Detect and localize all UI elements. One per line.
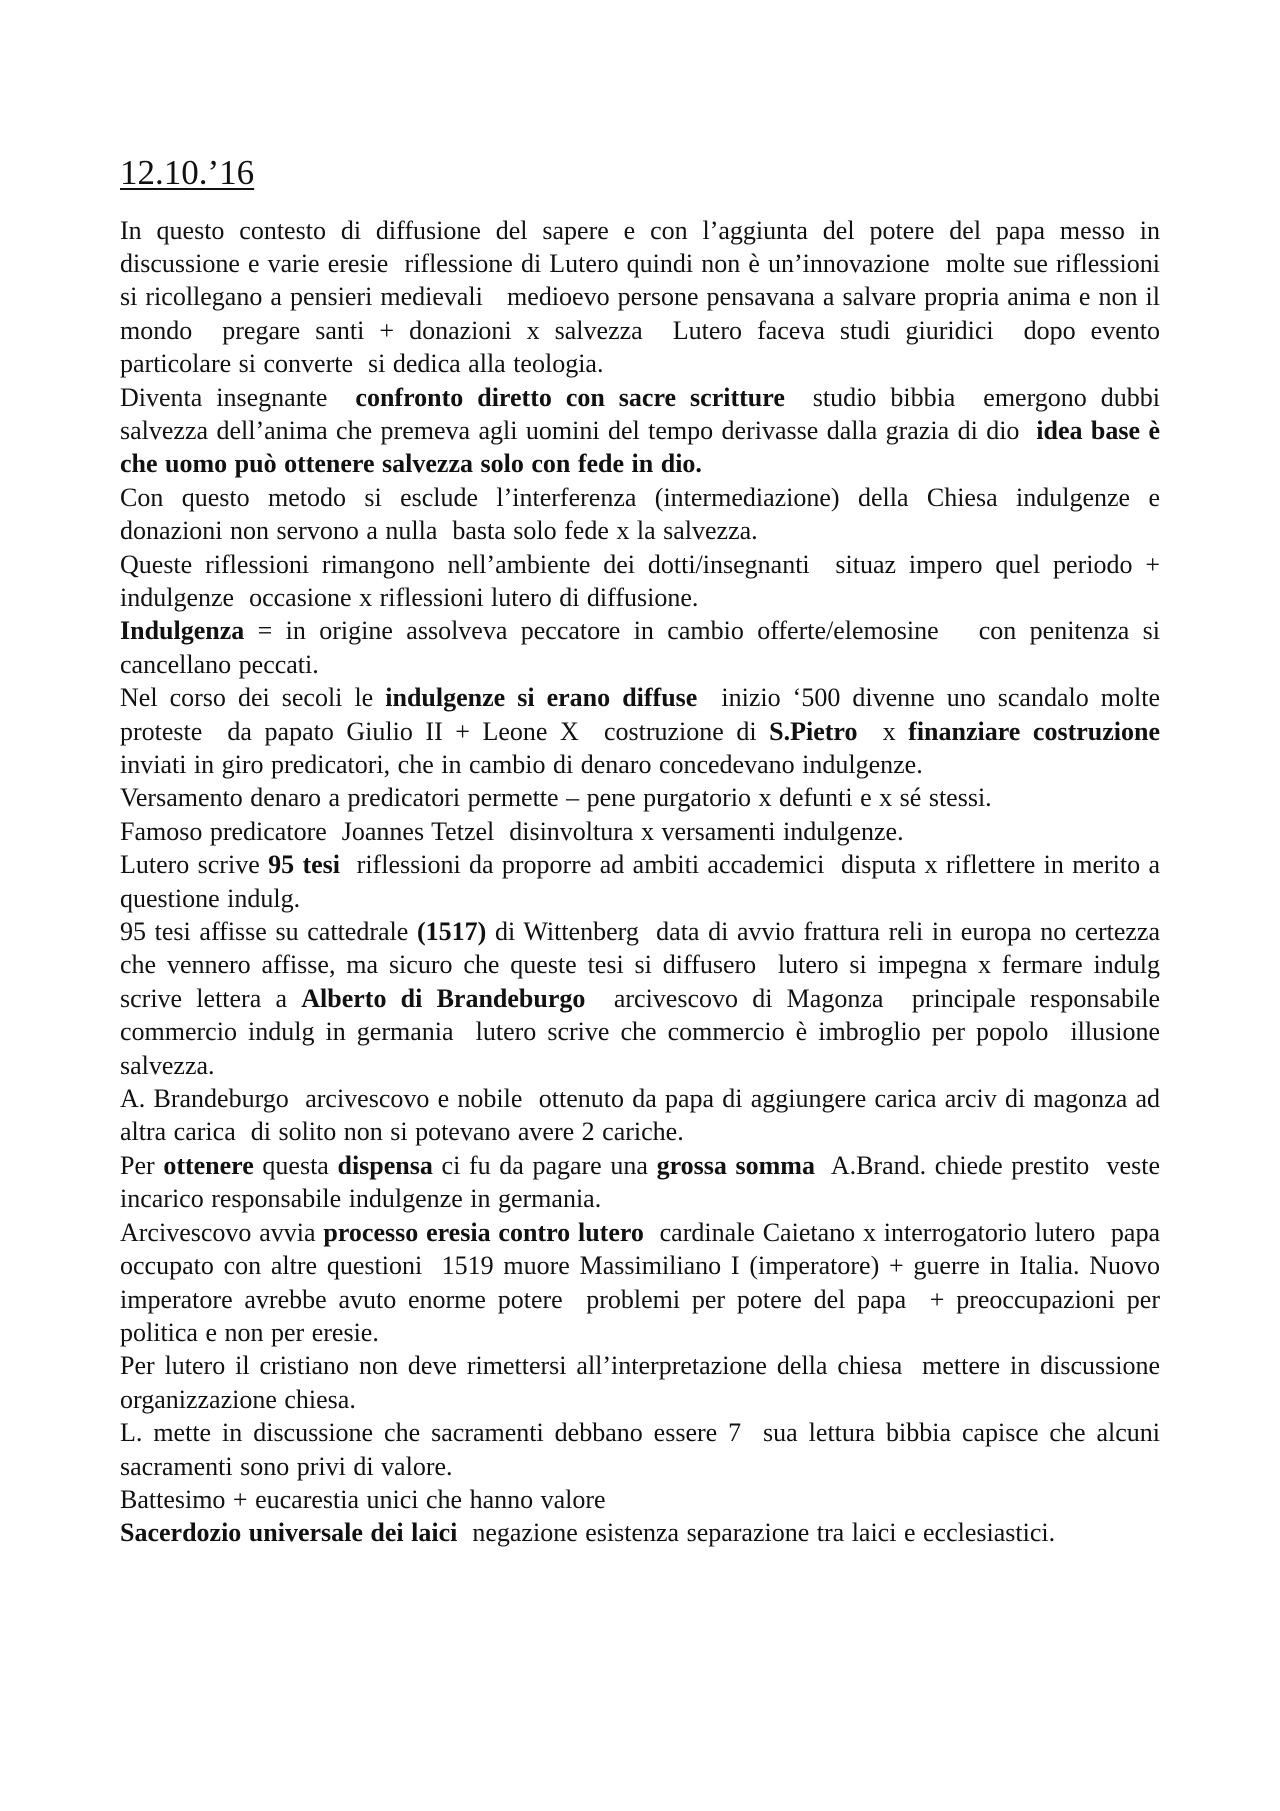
- text-segment: Famoso predicatore Joannes Tetzel disinvoltura x versamenti indulgenze.: [120, 816, 904, 846]
- text-segment: ci fu da pagare una: [432, 1150, 657, 1180]
- text-segment: Diventa insegnante: [120, 382, 356, 412]
- text-segment: x: [857, 716, 909, 746]
- text-segment: L. mette in discussione che sacramenti debbano essere 7 sua lettura bibbia capisce che alcuni sacramenti sono privi di valore.: [120, 1418, 1168, 1481]
- text-segment: Battesimo + eucarestia unici che hanno valore: [120, 1484, 606, 1514]
- bold-text: Alberto di Brandeburgo: [301, 983, 586, 1013]
- paragraph: [120, 1483, 1160, 1516]
- bold-text: confronto diretto con sacre scritture: [355, 382, 785, 412]
- text-segment: A.Brand. chiede prestito veste incarico responsabile indulgenze in germania.: [120, 1150, 1168, 1214]
- text-segment: Queste riflessioni rimangono nell’ambiente dei dotti/insegnanti situaz impero quel periodo + indulgenze occasione x riflessioni lutero di diffusione.: [120, 549, 1168, 612]
- text-segment: Con questo metodo si esclude l’interferenza (intermediazione) della Chiesa indulgenze e donazioni non servono a nulla basta solo fede x la salvezza.: [120, 482, 1168, 546]
- text-segment: riflessioni da proporre ad ambiti accademici disputa x riflettere in merito a questione indulg.: [120, 850, 1168, 913]
- bold-text: finanziare costruzione: [908, 716, 1160, 746]
- bold-text: S.Pietro: [769, 716, 858, 746]
- text-segment: negazione esistenza separazione tra laici e ecclesiastici.: [457, 1518, 1056, 1548]
- text-segment: cardinale Caietano x interrogatorio lutero papa occupato con altre questioni 1519 muore Massimiliano I (imperatore) + guerre in Italia. Nuovo imperatore avrebbe avuto enorme potere problemi per potere del papa + preoccupazioni per politica e non per eresie.: [120, 1217, 1168, 1347]
- document-body: [120, 214, 1175, 1550]
- bold-text: dispensa: [337, 1150, 433, 1180]
- paragraph: [120, 1082, 1168, 1149]
- paragraph: [120, 548, 1168, 615]
- text-segment: = in origine assolveva peccatore in cambio offerte/elemosine con penitenza si cancellano peccati.: [120, 616, 1168, 679]
- paragraph: [120, 481, 1168, 548]
- document-page: [120, 150, 1175, 1550]
- text-segment: Per lutero il cristiano non deve rimettersi all’interpretazione della chiesa mettere in discussione organizzazione chiesa.: [120, 1351, 1168, 1414]
- text-segment: di Wittenberg data di avvio frattura reli in europa no certezza che vennero affisse, ma sicuro che queste tesi si diffusero lutero si impegna x fermare indulg scrive lettera a: [120, 917, 1175, 1013]
- paragraph: [120, 681, 1175, 781]
- text-segment: arcivescovo di Magonza principale responsabile commercio indulg in germania lutero scrive che commercio è imbroglio per popolo illusione salvezza.: [120, 983, 1168, 1080]
- text-segment: studio bibbia emergono dubbi salvezza dell’anima che premeva agli uomini del tempo derivasse dalla grazia di dio: [120, 382, 1175, 445]
- text-segment: 95 tesi affisse su cattedrale: [120, 917, 417, 947]
- bold-text: Indulgenza: [120, 616, 245, 646]
- paragraph: [120, 1149, 1168, 1216]
- paragraph: [120, 815, 1160, 848]
- bold-text: indulgenze si erano diffuse: [385, 683, 698, 713]
- paragraph: [120, 1349, 1168, 1416]
- text-segment: Arcivescovo avvia: [120, 1217, 324, 1247]
- paragraph: [120, 915, 1175, 1082]
- text-segment: Versamento denaro a predicatori permette – pene purgatorio x defunti e x sé stessi.: [120, 783, 992, 813]
- bold-text: (1517): [416, 917, 487, 947]
- bold-text: processo eresia contro lutero: [323, 1217, 644, 1247]
- text-segment: inizio ‘500 divenne uno scandalo molte proteste da papato Giulio II + Leone X costruzione di: [120, 683, 1168, 746]
- paragraph: [120, 781, 1160, 814]
- bold-text: Sacerdozio universale dei laici: [120, 1518, 458, 1548]
- text-segment: Lutero scrive: [120, 850, 269, 880]
- paragraph: [120, 1416, 1168, 1483]
- bold-text: ottenere: [163, 1150, 254, 1180]
- text-segment: A. Brandeburgo arcivescovo e nobile ottenuto da papa di aggiungere carica arciv di magonza ad altra carica di solito non si potevano avere 2 cariche.: [120, 1084, 1168, 1147]
- bold-text: 95 tesi: [268, 850, 340, 880]
- document-date: 12.10.’16: [120, 153, 255, 192]
- paragraph: [120, 1516, 1160, 1549]
- paragraph: [120, 1216, 1168, 1350]
- paragraph: [120, 214, 1168, 381]
- bold-text: grossa somma: [656, 1150, 815, 1180]
- paragraph: [120, 848, 1168, 915]
- text-segment: Per: [120, 1150, 164, 1180]
- text-segment: inviati in giro predicatori, che in cambio di denaro concedevano indulgenze.: [120, 716, 1175, 779]
- text-segment: questa: [253, 1150, 338, 1180]
- text-segment: In questo contesto di diffusione del sapere e con l’aggiunta del potere del papa messo in discussione e varie eresie riflessione di Lutero quindi non è un’innovazione molte sue riflessioni si ricollegano a pensieri medievali medioevo persone pensavana a salvare propria anima e non il mondo pregare santi + donazioni x salvezza Lutero faceva studi giuridici dopo evento particolare si converte si dedica alla teologia.: [120, 215, 1168, 379]
- paragraph: [120, 614, 1168, 681]
- paragraph: [120, 381, 1175, 481]
- bold-text: idea base è che uomo può ottenere salvezza solo con fede in dio.: [120, 415, 1168, 479]
- text-segment: Nel corso dei secoli le: [120, 683, 386, 713]
